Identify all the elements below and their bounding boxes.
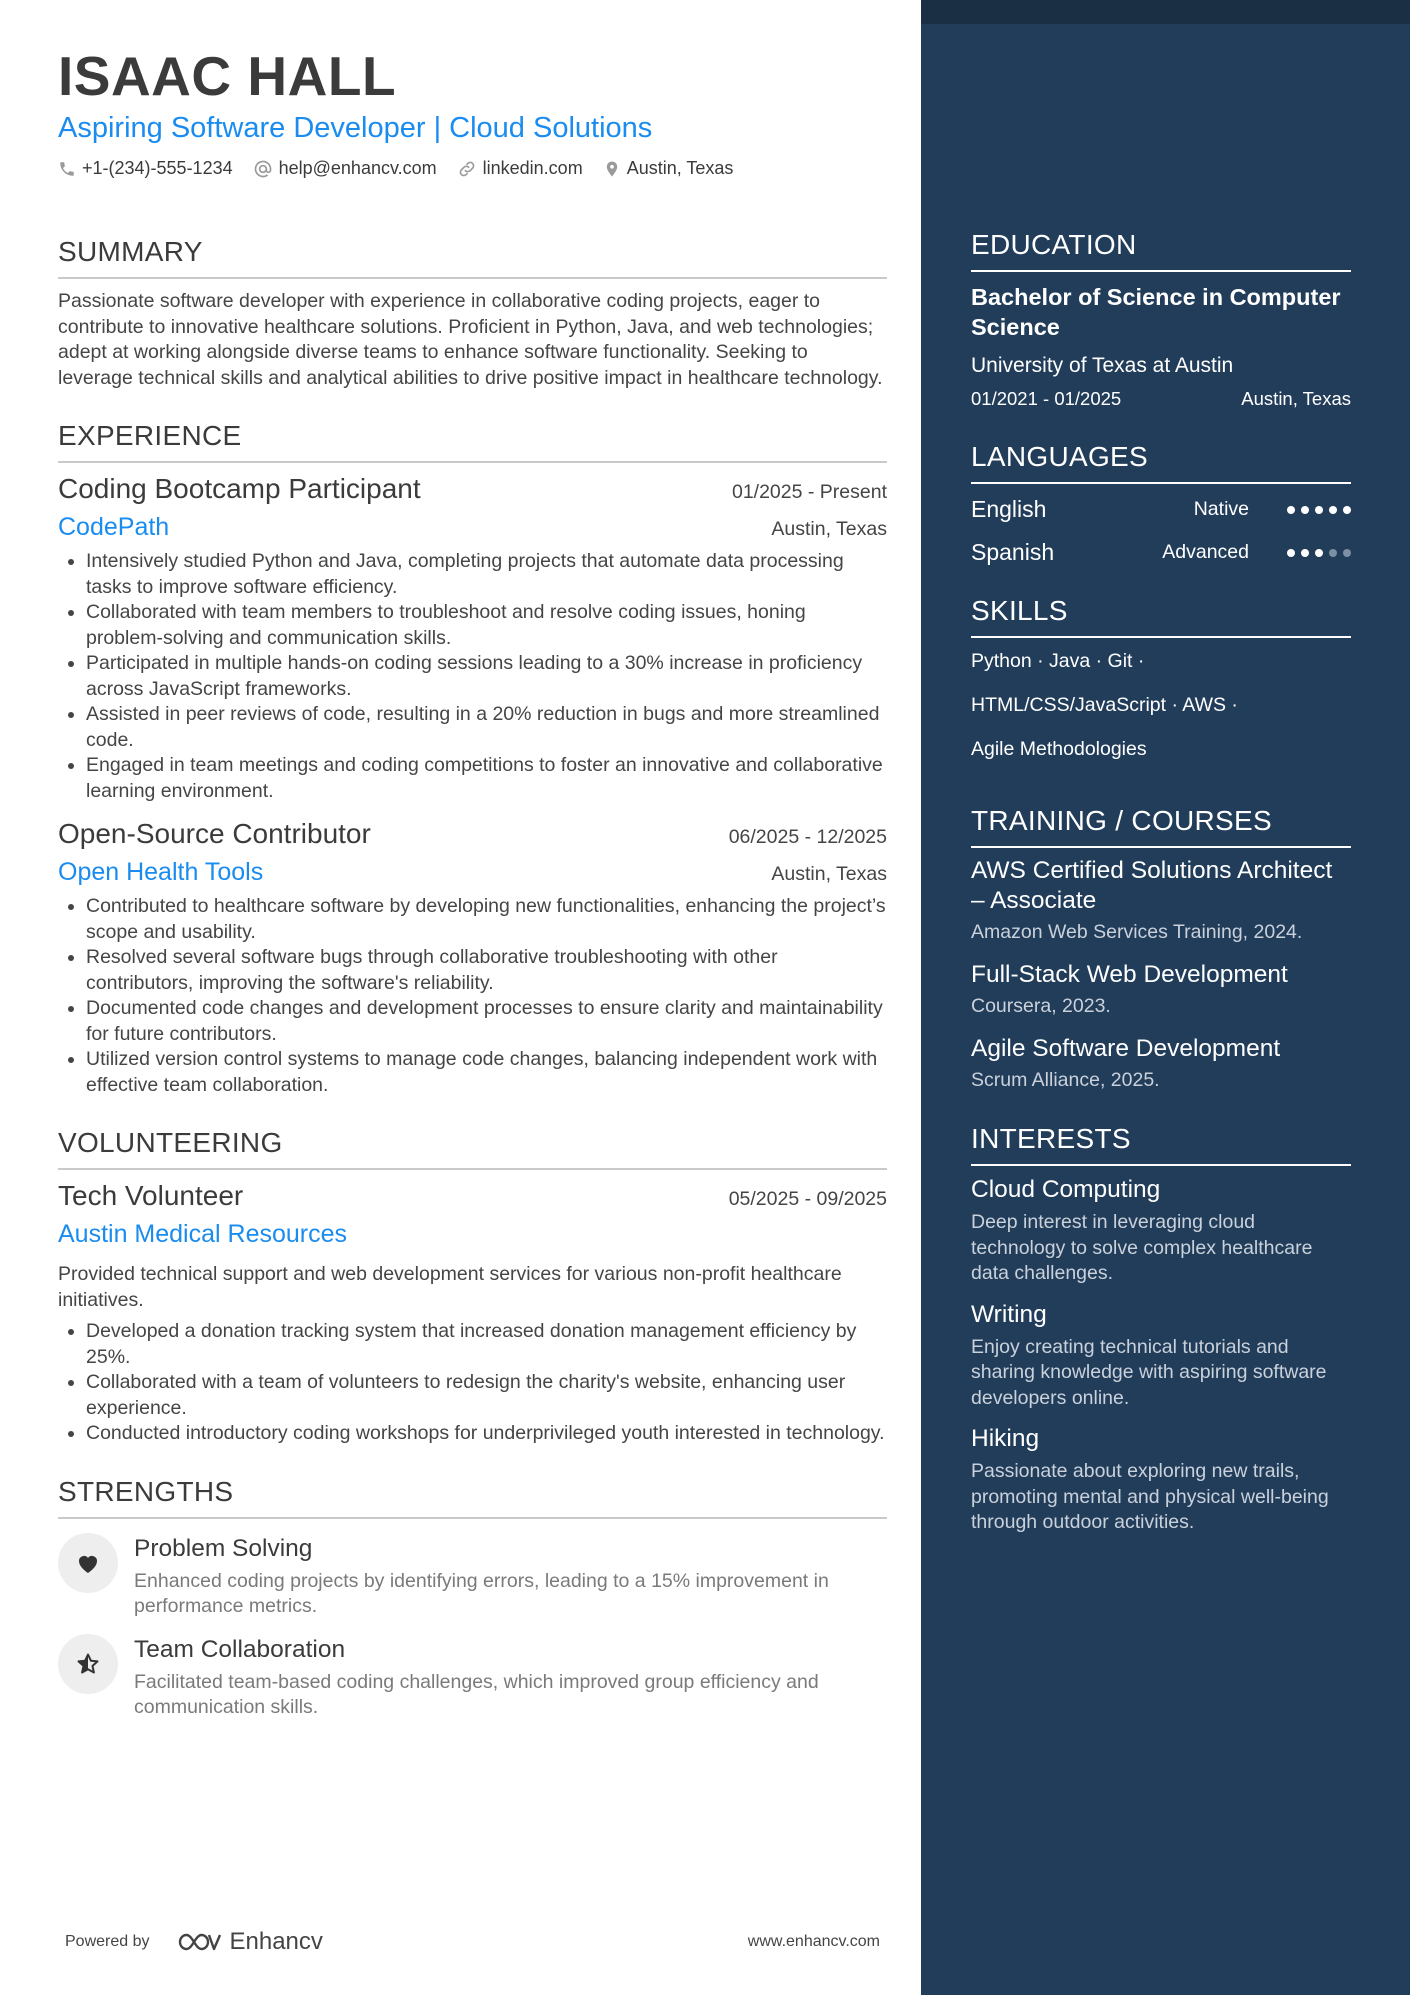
skills-line: Agile Methodologies: [971, 738, 1147, 760]
job-role: Coding Bootcamp Participant: [58, 473, 421, 504]
bullet-item: • Engaged in team meetings and coding competitions to foster an innovative and collaborative learning environment.: [86, 753, 887, 804]
language-name: Spanish: [971, 539, 1055, 565]
interests-title: INTERESTS: [971, 1122, 1351, 1166]
language-level: Native: [1193, 498, 1249, 520]
location-pin-icon: [603, 159, 621, 179]
phone-icon: [58, 160, 76, 178]
sidebar-column: [971, 228, 1351, 1536]
bullet-item: • Participated in multiple hands-on coding sessions leading to a 30% increase in proficiency across JavaScript frameworks.: [86, 651, 887, 702]
strength-item: [58, 1533, 887, 1620]
rating-dot-empty: [1329, 549, 1337, 557]
training-section: [971, 804, 1351, 1094]
linkedin-text: linkedin.com: [482, 158, 583, 178]
sidebar-top-band: [921, 0, 1410, 24]
enhancv-logo-icon: [176, 1931, 222, 1953]
interest-description: Enjoy creating technical tutorials and sharing knowledge with aspiring software developers online.: [971, 1335, 1327, 1409]
interests-section: [971, 1122, 1351, 1536]
contact-phone[interactable]: [58, 158, 233, 179]
bullet-item: • Resolved several software bugs through collaborative troubleshooting with other contributors, improving the software's reliability.: [86, 945, 887, 996]
language-rating: [1281, 549, 1351, 557]
rating-dot-empty: [1343, 549, 1351, 557]
course-provider: Amazon Web Services Training, 2024.: [971, 921, 1303, 943]
contact-linkedin[interactable]: [457, 158, 583, 179]
rating-dot-filled: [1315, 549, 1323, 557]
candidate-headline: Aspiring Software Developer | Cloud Solutions: [58, 112, 653, 144]
languages-title: LANGUAGES: [971, 440, 1351, 484]
strengths-title: STRENGTHS: [58, 1475, 887, 1519]
bullet-item: • Intensively studied Python and Java, completing projects that automate data processing tasks to improve software efficiency.: [86, 549, 887, 600]
email-text: help@enhancv.com: [278, 158, 437, 178]
job-bullets: [58, 549, 887, 804]
rating-dot-filled: [1343, 506, 1351, 514]
volunteering-title: VOLUNTEERING: [58, 1126, 887, 1170]
language-name: English: [971, 496, 1047, 522]
at-icon: [253, 159, 273, 179]
phone-text: +1-(234)-555-1234: [82, 158, 233, 178]
language-level: Advanced: [1162, 541, 1249, 563]
footer-url[interactable]: www.enhancv.com: [747, 1933, 880, 1950]
interest-description: Deep interest in leveraging cloud technology to solve complex healthcare data challenges.: [971, 1211, 1313, 1284]
education-location: Austin, Texas: [1241, 388, 1351, 409]
volunteer-org: Austin Medical Resources: [58, 1220, 348, 1248]
contact-bar: [58, 158, 887, 179]
course-title: AWS Certified Solutions Architect – Associate: [971, 857, 1333, 914]
bullet-item: • Contributed to healthcare software by developing new functionalities, enhancing the project’s scope and usability.: [86, 894, 887, 945]
contact-location: [603, 158, 734, 179]
skills-line: Python · Java · Git ·: [971, 650, 1145, 672]
language-item: [971, 535, 1351, 570]
language-rating: [1281, 506, 1351, 514]
footer: [65, 1928, 880, 1956]
candidate-name: ISAAC HALL: [58, 45, 397, 107]
location-text: Austin, Texas: [626, 158, 734, 178]
volunteer-description: Provided technical support and web development services for various non-profit healthcare initiatives.: [58, 1263, 842, 1311]
course-title: Agile Software Development: [971, 1035, 1281, 1062]
brand-name: Enhancv: [229, 1928, 323, 1955]
strength-title: Problem Solving: [134, 1534, 313, 1562]
job-location: Austin, Texas: [771, 518, 887, 540]
training-title: TRAINING / COURSES: [971, 804, 1351, 848]
main-column: [58, 44, 887, 1721]
job-dates: 01/2025 - Present: [731, 481, 887, 503]
job-role: Open-Source Contributor: [58, 818, 371, 849]
course-provider: Scrum Alliance, 2025.: [971, 1069, 1160, 1091]
languages-section: [971, 440, 1351, 570]
education-school: University of Texas at Austin: [971, 354, 1234, 377]
bullet-item: • Conducted introductory coding workshops for underprivileged youth interested in technology.: [86, 1421, 887, 1447]
enhancv-logo[interactable]: [176, 1928, 323, 1956]
bullet-item: • Collaborated with team members to troubleshoot and resolve coding issues, honing problem-solving and communication skills.: [86, 600, 887, 651]
volunteer-dates: 05/2025 - 09/2025: [728, 1188, 887, 1210]
volunteering-section: [58, 1126, 887, 1447]
rating-dot-filled: [1287, 506, 1295, 514]
job-dates: 06/2025 - 12/2025: [728, 826, 887, 848]
education-section: [971, 228, 1351, 410]
bullet-item: • Developed a donation tracking system that increased donation management efficiency by 25%.: [86, 1319, 887, 1370]
bullet-item: • Documented code changes and development processes to ensure clarity and maintainability for future contributors.: [86, 996, 887, 1047]
job-entry: [58, 816, 887, 1098]
interest-title: Writing: [971, 1300, 1047, 1328]
language-item: [971, 492, 1351, 527]
heart-icon: [58, 1533, 118, 1593]
job-location: Austin, Texas: [771, 863, 887, 885]
experience-section: [58, 419, 887, 1098]
summary-section: [58, 235, 887, 391]
skills-line: HTML/CSS/JavaScript · AWS ·: [971, 694, 1238, 716]
course-title: Full-Stack Web Development: [971, 961, 1288, 988]
strengths-section: [58, 1475, 887, 1721]
rating-dot-filled: [1315, 506, 1323, 514]
powered-by-label: Powered by: [65, 1933, 150, 1950]
bullet-item: • Assisted in peer reviews of code, resulting in a 20% reduction in bugs and more streamlined code.: [86, 702, 887, 753]
link-icon: [457, 159, 477, 179]
summary-text: Passionate software developer with experience in collaborative coding projects, eager to contribute to innovative healthcare solutions. Proficient in Python, Java, and web technologies; adept at working alongside diverse teams to enhance software functionality. Seeking to leverage technical skills and analytical abilities to drive positive impact in healthcare technology.: [58, 290, 883, 389]
rating-dot-filled: [1301, 549, 1309, 557]
experience-title: EXPERIENCE: [58, 419, 887, 463]
contact-email[interactable]: [253, 158, 437, 179]
education-title: EDUCATION: [971, 228, 1351, 272]
rating-dot-filled: [1329, 506, 1337, 514]
volunteer-bullets: [58, 1319, 887, 1447]
interest-description: Passionate about exploring new trails, promoting mental and physical well-being through outdoor activities.: [971, 1460, 1329, 1533]
skills-title: SKILLS: [971, 594, 1351, 638]
summary-title: SUMMARY: [58, 235, 887, 279]
education-dates: 01/2021 - 01/2025: [971, 388, 1122, 409]
strength-description: Facilitated team-based coding challenges, which improved group efficiency and communication skills.: [134, 1670, 819, 1718]
interest-title: Cloud Computing: [971, 1176, 1161, 1203]
course-provider: Coursera, 2023.: [971, 995, 1111, 1017]
job-entry: [58, 471, 887, 804]
interest-title: Hiking: [971, 1425, 1040, 1452]
skills-section: [971, 594, 1351, 770]
bullet-item: • Collaborated with a team of volunteers to redesign the charity's website, enhancing user experience.: [86, 1370, 887, 1421]
job-bullets: [58, 894, 887, 1098]
bullet-item: • Utilized version control systems to manage code changes, balancing independent work with effective team collaboration.: [86, 1047, 887, 1098]
job-company: Open Health Tools: [58, 858, 264, 886]
education-degree: Bachelor of Science in Computer Science: [971, 284, 1341, 340]
job-company: CodePath: [58, 513, 170, 541]
strength-title: Team Collaboration: [134, 1635, 346, 1663]
rating-dot-filled: [1301, 506, 1309, 514]
strength-description: Enhanced coding projects by identifying errors, leading to a 15% improvement in performance metrics.: [134, 1569, 829, 1617]
strength-item: [58, 1634, 887, 1721]
star-icon: [58, 1634, 118, 1694]
rating-dot-filled: [1287, 549, 1295, 557]
volunteer-role: Tech Volunteer: [58, 1180, 244, 1211]
